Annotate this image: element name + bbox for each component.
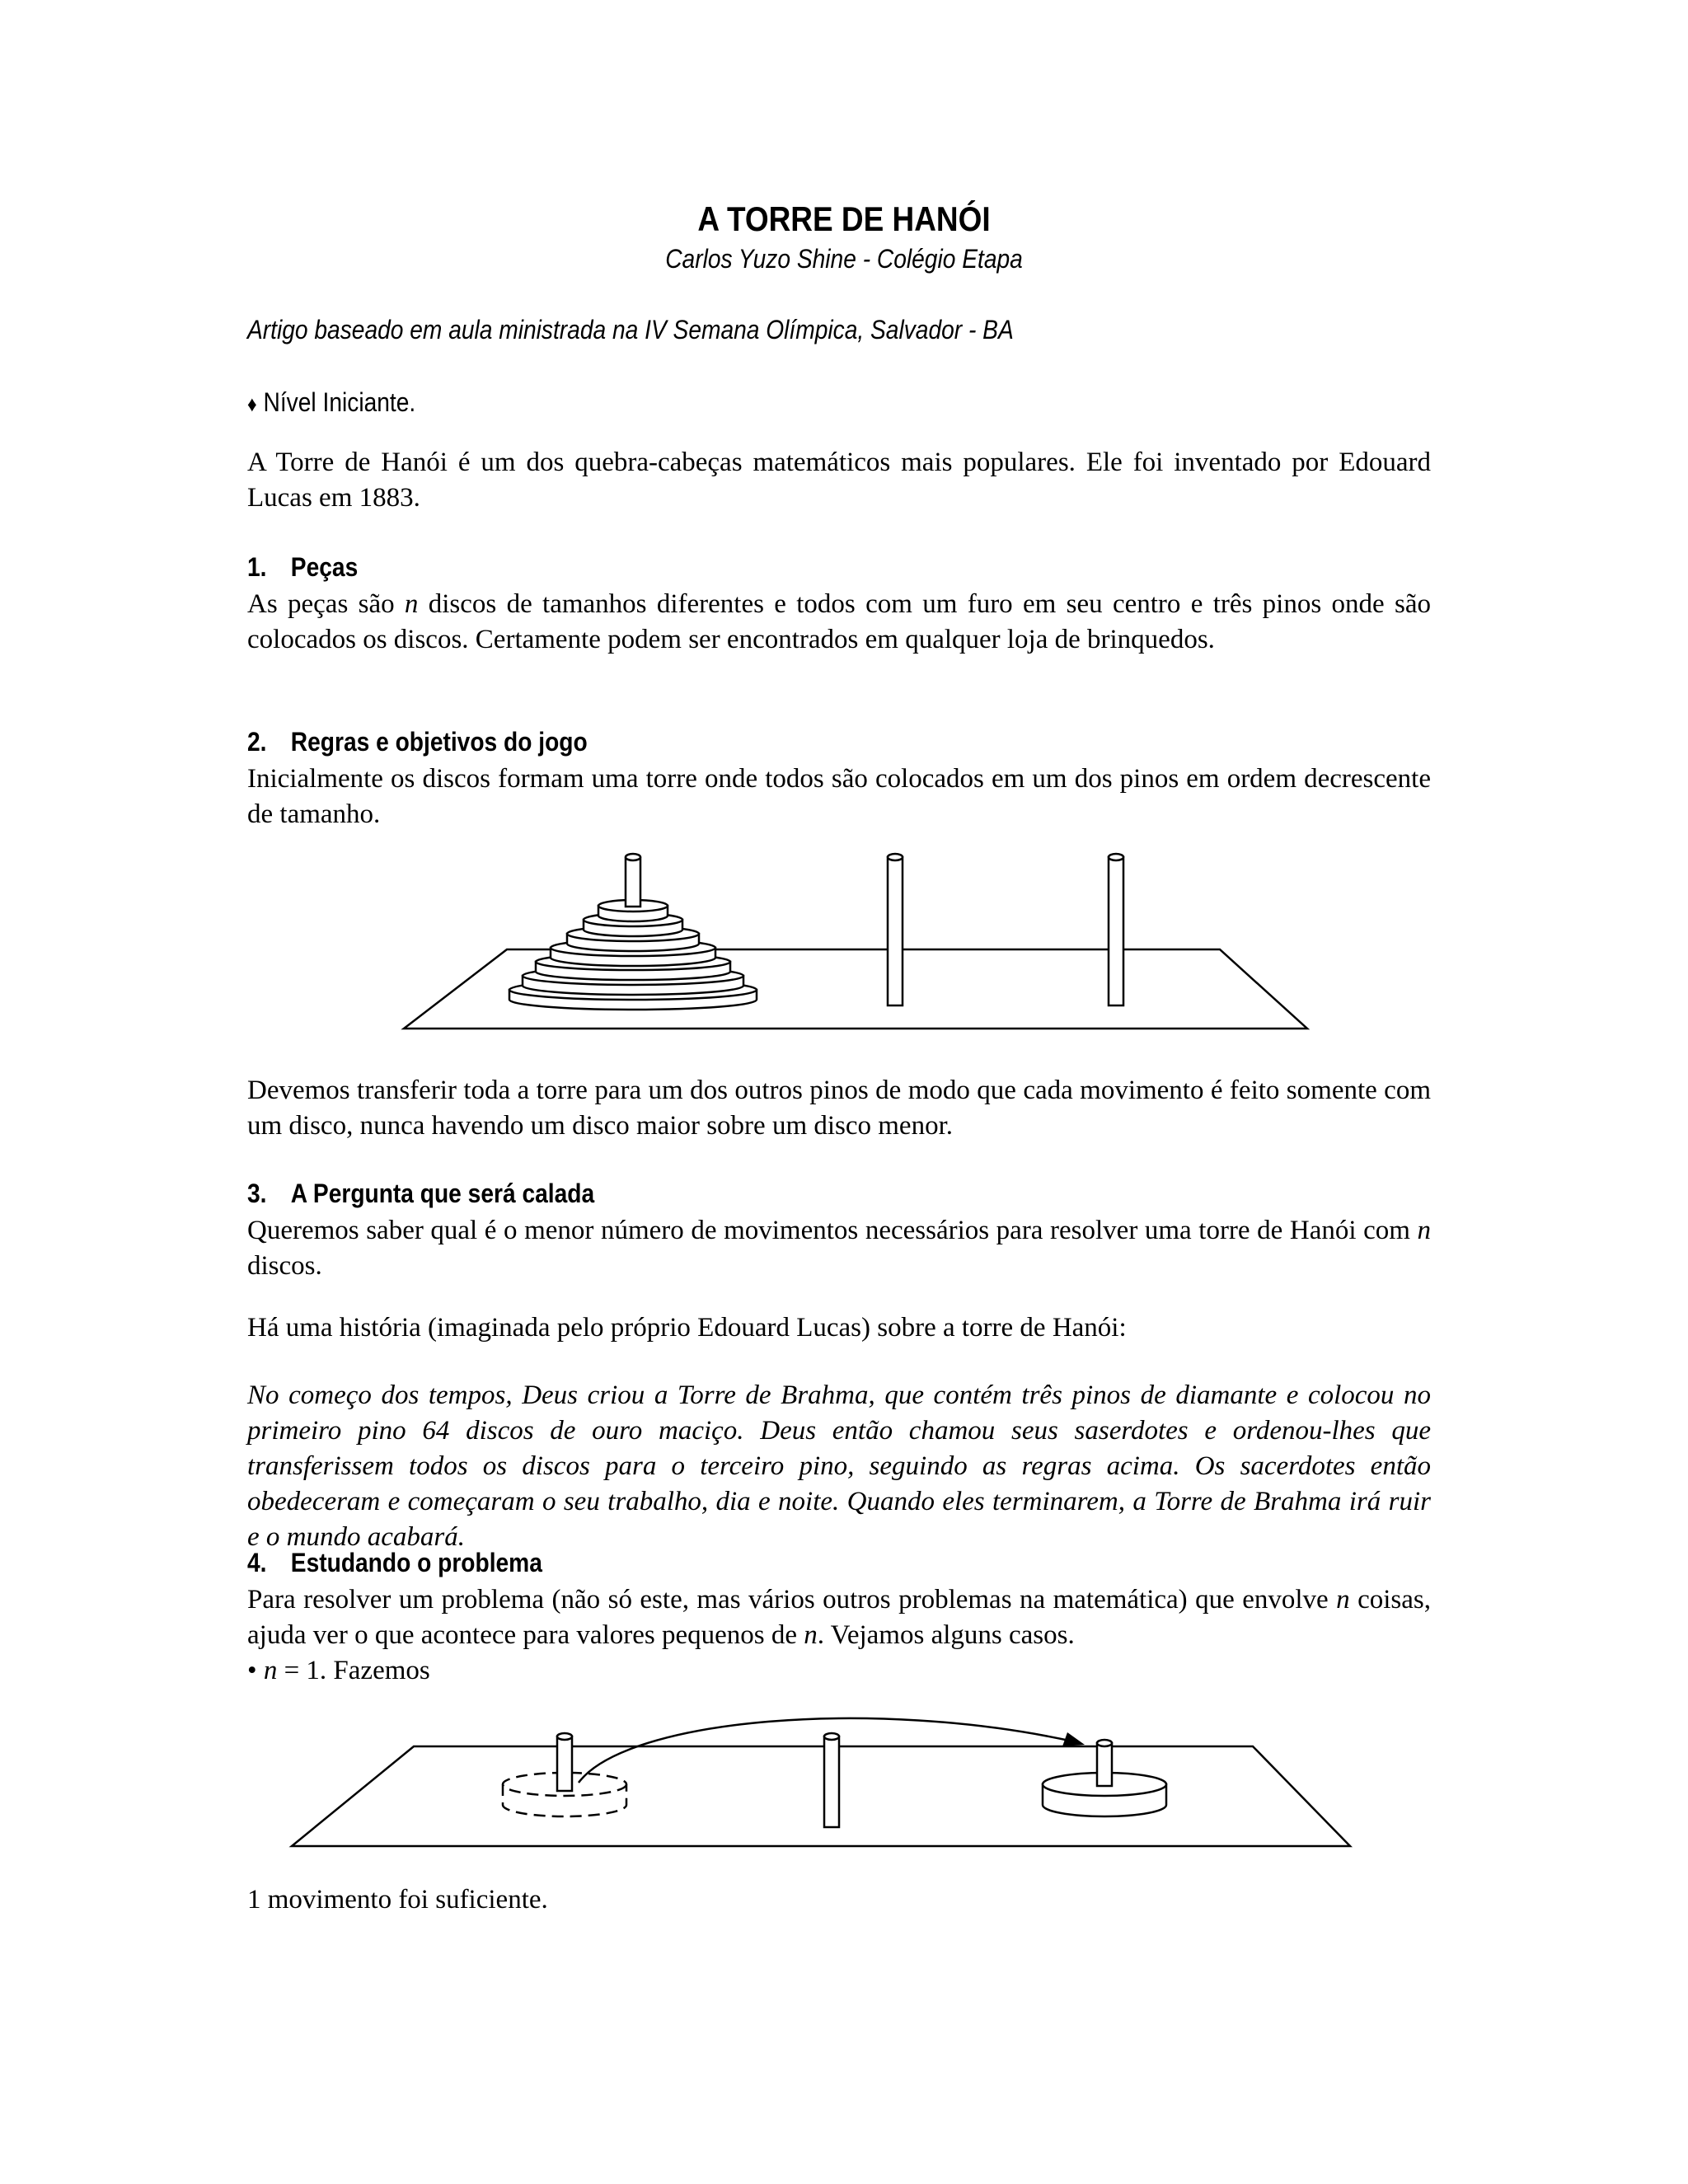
var-n: n: [263, 1656, 278, 1685]
peg-1: [557, 1736, 572, 1791]
section-4-paragraph: Para resolver um problema (não só este, mas vários outros problemas na matemática) que envolve n coisas, ajuda ver o que acontece para valores pequenos de n. Vejamos alguns casos.: [247, 1585, 1431, 1650]
case-n1-line: • n = 1. Fazemos: [247, 1656, 430, 1685]
section-3-paragraph: Queremos saber qual é o menor número de movimentos necessários para resolver uma torre de Hanói com n discos.: [247, 1216, 1431, 1281]
arrow-head-icon: [1062, 1732, 1085, 1746]
section-heading-1: [247, 552, 358, 583]
var-n: n: [1417, 1216, 1431, 1245]
var-n: n: [804, 1620, 818, 1650]
section-title: Peças: [290, 552, 359, 582]
tower-illustration: [396, 841, 1319, 1038]
conclusion-line: 1 movimento foi suficiente.: [247, 1885, 548, 1915]
story-intro: Há uma história (imaginada pelo próprio Edouard Lucas) sobre a torre de Hanói:: [247, 1313, 1127, 1343]
var-n: n: [1336, 1585, 1350, 1615]
section-number: 3.: [247, 1179, 267, 1208]
section-2-paragraph: Inicialmente os discos formam uma torre onde todos são colocados em um dos pinos em ordem decrescente de tamanho.: [247, 764, 1431, 829]
section-number: 4.: [247, 1548, 267, 1577]
move-figure: [280, 1710, 1368, 1858]
peg-1: [626, 857, 640, 907]
peg-3: [1097, 1743, 1112, 1786]
based-on-note: Artigo baseado em aula ministrada na IV Semana Olímpica, Salvador - BA: [247, 315, 1014, 344]
peg-2: [824, 1736, 839, 1827]
section-title: Regras e objetivos do jogo: [290, 727, 588, 757]
section-heading-3: [247, 1179, 594, 1209]
section-title: A Pergunta que será calada: [290, 1179, 595, 1208]
intro-paragraph: A Torre de Hanói é um dos quebra-cabeças matemáticos mais populares. Ele foi inventado por Edouard Lucas em 1883.: [247, 448, 1431, 513]
tower-figure: [396, 841, 1319, 1038]
section-title: Estudando o problema: [290, 1548, 542, 1577]
section-heading-4: [247, 1548, 542, 1578]
level-text: Nível Iniciante.: [263, 387, 416, 417]
story-quote: No começo dos tempos, Deus criou a Torre de Brahma, que contém três pinos de diamante e colocou no primeiro pino 64 discos de ouro maciço. Deus então chamou seus saserdotes e ordenou-lhes que transferissem todos os discos para o terceiro pino, seguindo as regras acima. Os sacerdotes então obedeceram e começaram o seu trabalho, dia e noite. Quando eles terminarem, a Torre de Brahma irá ruir e o mundo acabará.: [247, 1380, 1431, 1552]
var-n: n: [404, 589, 419, 619]
section-number: 1.: [247, 552, 267, 582]
rules-paragraph: Devemos transferir toda a torre para um dos outros pinos de modo que cada movimento é feito somente com um disco, nunca havendo um disco maior sobre um disco menor.: [247, 1076, 1431, 1141]
section-number: 2.: [247, 727, 267, 757]
section-heading-2: [247, 727, 588, 757]
move-illustration: [280, 1710, 1368, 1858]
board: [292, 1746, 1350, 1846]
author-line: Carlos Yuzo Shine - Colégio Etapa: [665, 244, 1023, 274]
diamond-bullet-icon: ♦: [247, 391, 257, 416]
peg-3: [1109, 857, 1123, 1005]
level-line: [247, 387, 415, 418]
peg-2: [888, 857, 903, 1005]
document-title: A TORRE DE HANÓI: [697, 199, 991, 238]
bullet-icon: •: [247, 1656, 257, 1685]
section-1-paragraph: As peças são n discos de tamanhos diferentes e todos com um furo em seu centro e três pinos onde são colocados os discos. Certamente podem ser encontrados em qualquer loja de brinquedos.: [247, 589, 1431, 654]
